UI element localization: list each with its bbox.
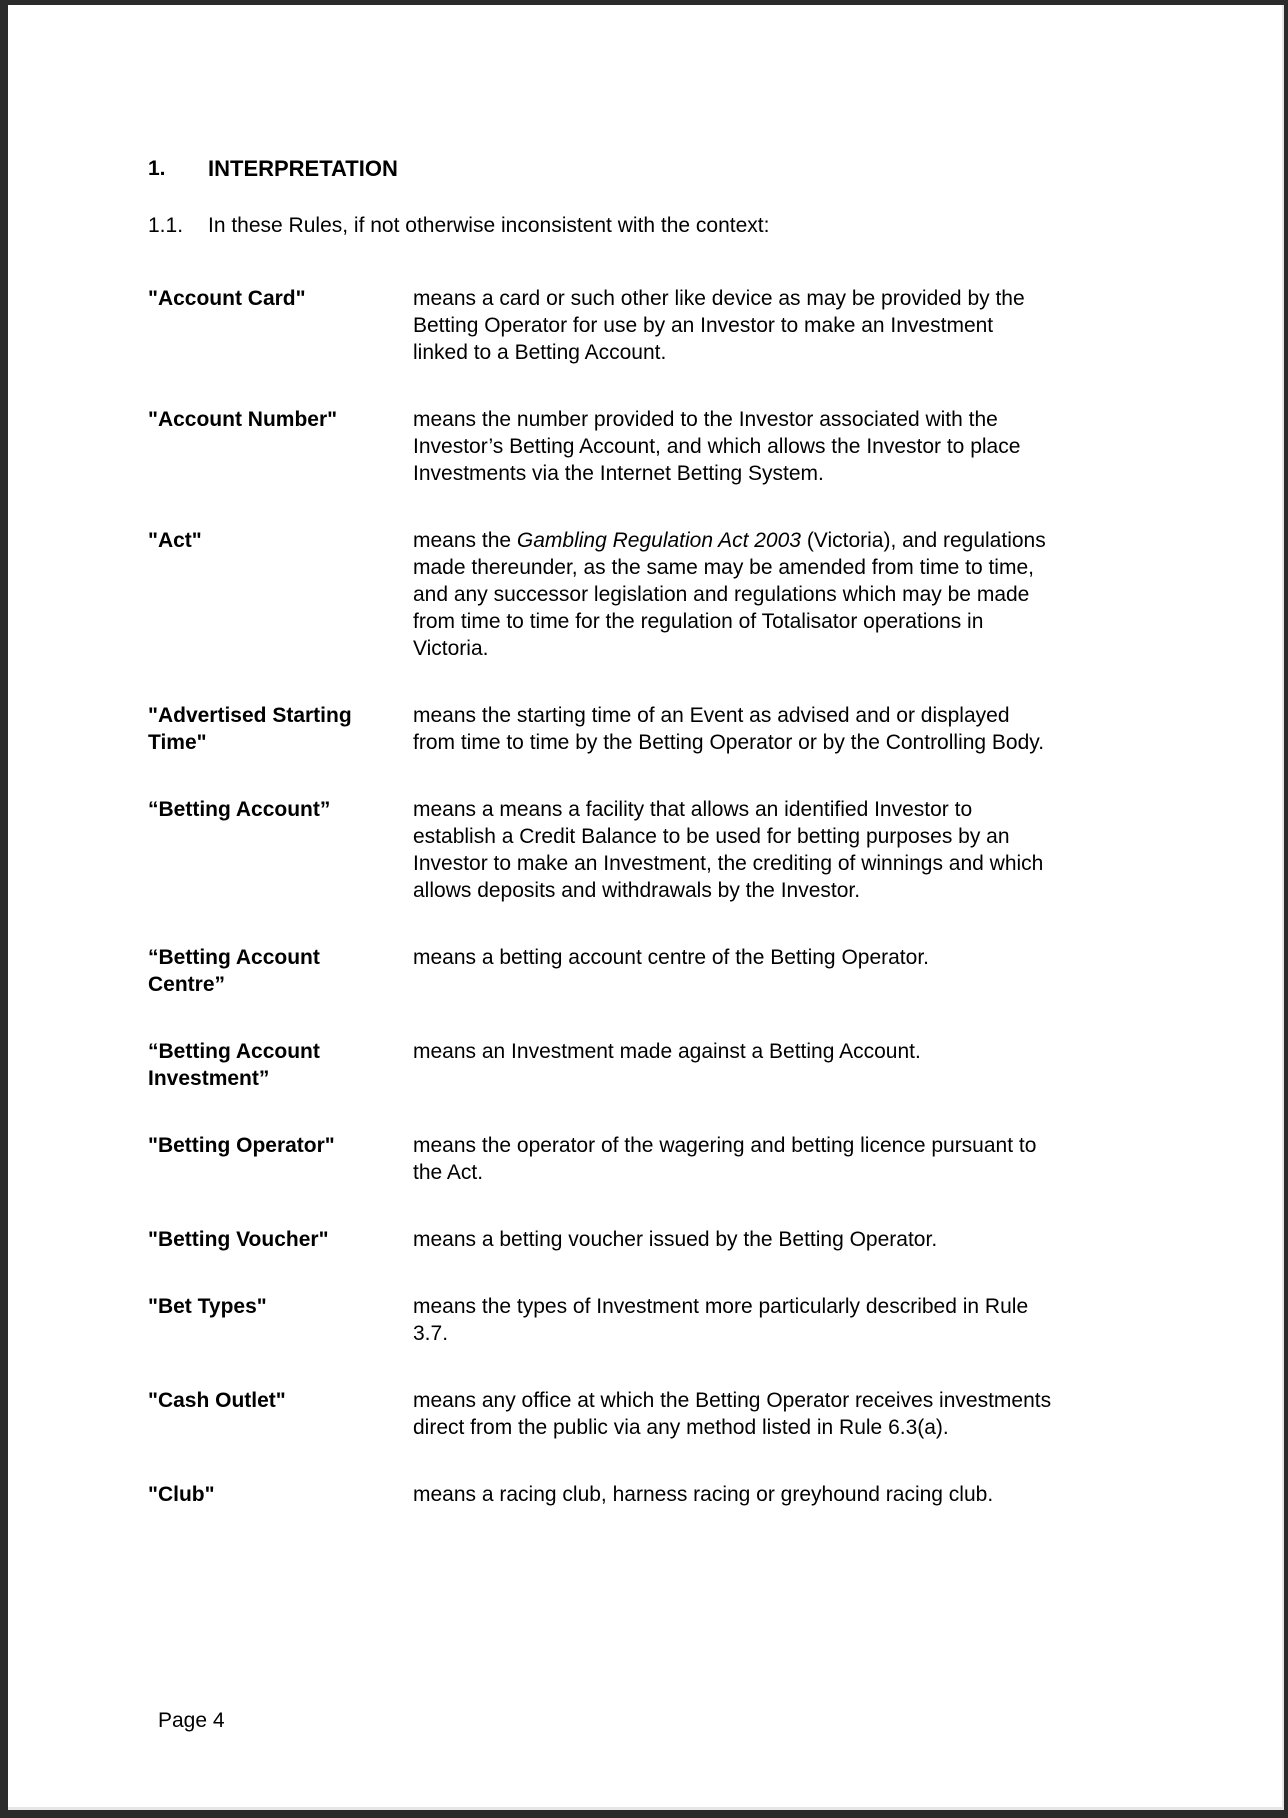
clause-text: In these Rules, if not otherwise inconsistent with the context:	[208, 214, 770, 237]
definition-row	[148, 1226, 1053, 1253]
section-heading	[148, 155, 1284, 182]
definition-row	[148, 1481, 1053, 1508]
definition-term: "Club"	[148, 1483, 215, 1506]
definition-text: means the starting time of an Event as advised and or displayed from time to time by the Betting Operator or by the Controlling Body.	[413, 704, 1045, 754]
definition-term: "Account Number"	[148, 408, 338, 431]
document-page	[8, 5, 1284, 1810]
definition-term: "Act"	[148, 529, 202, 552]
definition-text: means the Gambling Regulation Act 2003 (Victoria), and regulations made thereunder, as the same may be amended from time to time, and any successor legislation and regulations which may be made from time to time for the regulation of Totalisator operations in Victoria.	[413, 529, 1046, 660]
definition-text: means any office at which the Betting Operator receives investments direct from the public via any method listed in Rule 6.3(a).	[413, 1389, 1052, 1439]
definition-term: "Betting Voucher"	[148, 1228, 329, 1251]
definition-row	[148, 702, 1053, 756]
definition-term: “Betting Account”	[148, 798, 331, 821]
definition-term: "Cash Outlet"	[148, 1389, 286, 1412]
clause	[148, 212, 1284, 239]
clause-number: 1.1.	[148, 214, 184, 237]
definition-term: “Betting Account Centre”	[148, 946, 320, 996]
definition-row	[148, 527, 1053, 662]
definition-row	[148, 285, 1053, 366]
definition-row	[148, 1132, 1053, 1186]
definition-text: means an Investment made against a Betting Account.	[413, 1040, 921, 1063]
page-footer: Page 4	[158, 1709, 225, 1732]
definitions-list	[148, 285, 1053, 1508]
definition-text: means the operator of the wagering and betting licence pursuant to the Act.	[413, 1134, 1037, 1184]
definition-row	[148, 1387, 1053, 1441]
definition-text: means a card or such other like device as may be provided by the Betting Operator for use by an Investor to make an Investment linked to a Betting Account.	[413, 287, 1025, 364]
definition-row	[148, 944, 1053, 998]
definition-text: means a betting voucher issued by the Betting Operator.	[413, 1228, 938, 1251]
definition-text: means the number provided to the Investor associated with the Investor’s Betting Account, and which allows the Investor to place Investments via the Internet Betting System.	[413, 408, 1021, 485]
section-number: 1.	[148, 157, 166, 180]
definition-term: "Advertised Starting Time"	[148, 704, 352, 754]
definition-text: means the types of Investment more particularly described in Rule 3.7.	[413, 1295, 1029, 1345]
page-content	[8, 5, 1284, 1508]
definition-term: "Account Card"	[148, 287, 306, 310]
definition-text: means a means a facility that allows an identified Investor to establish a Credit Balance to be used for betting purposes by an Investor to make an Investment, the crediting of winnings and which allows deposits and withdrawals by the Investor.	[413, 798, 1044, 902]
definition-row	[148, 1293, 1053, 1347]
definition-row	[148, 796, 1053, 904]
definition-row	[148, 406, 1053, 487]
definition-text: means a betting account centre of the Betting Operator.	[413, 946, 929, 969]
definition-row	[148, 1038, 1053, 1092]
section-title: INTERPRETATION	[208, 156, 398, 181]
definition-term: “Betting Account Investment”	[148, 1040, 320, 1090]
definition-term: "Bet Types"	[148, 1295, 267, 1318]
definition-term: "Betting Operator"	[148, 1134, 335, 1157]
definition-text: means a racing club, harness racing or greyhound racing club.	[413, 1483, 994, 1506]
